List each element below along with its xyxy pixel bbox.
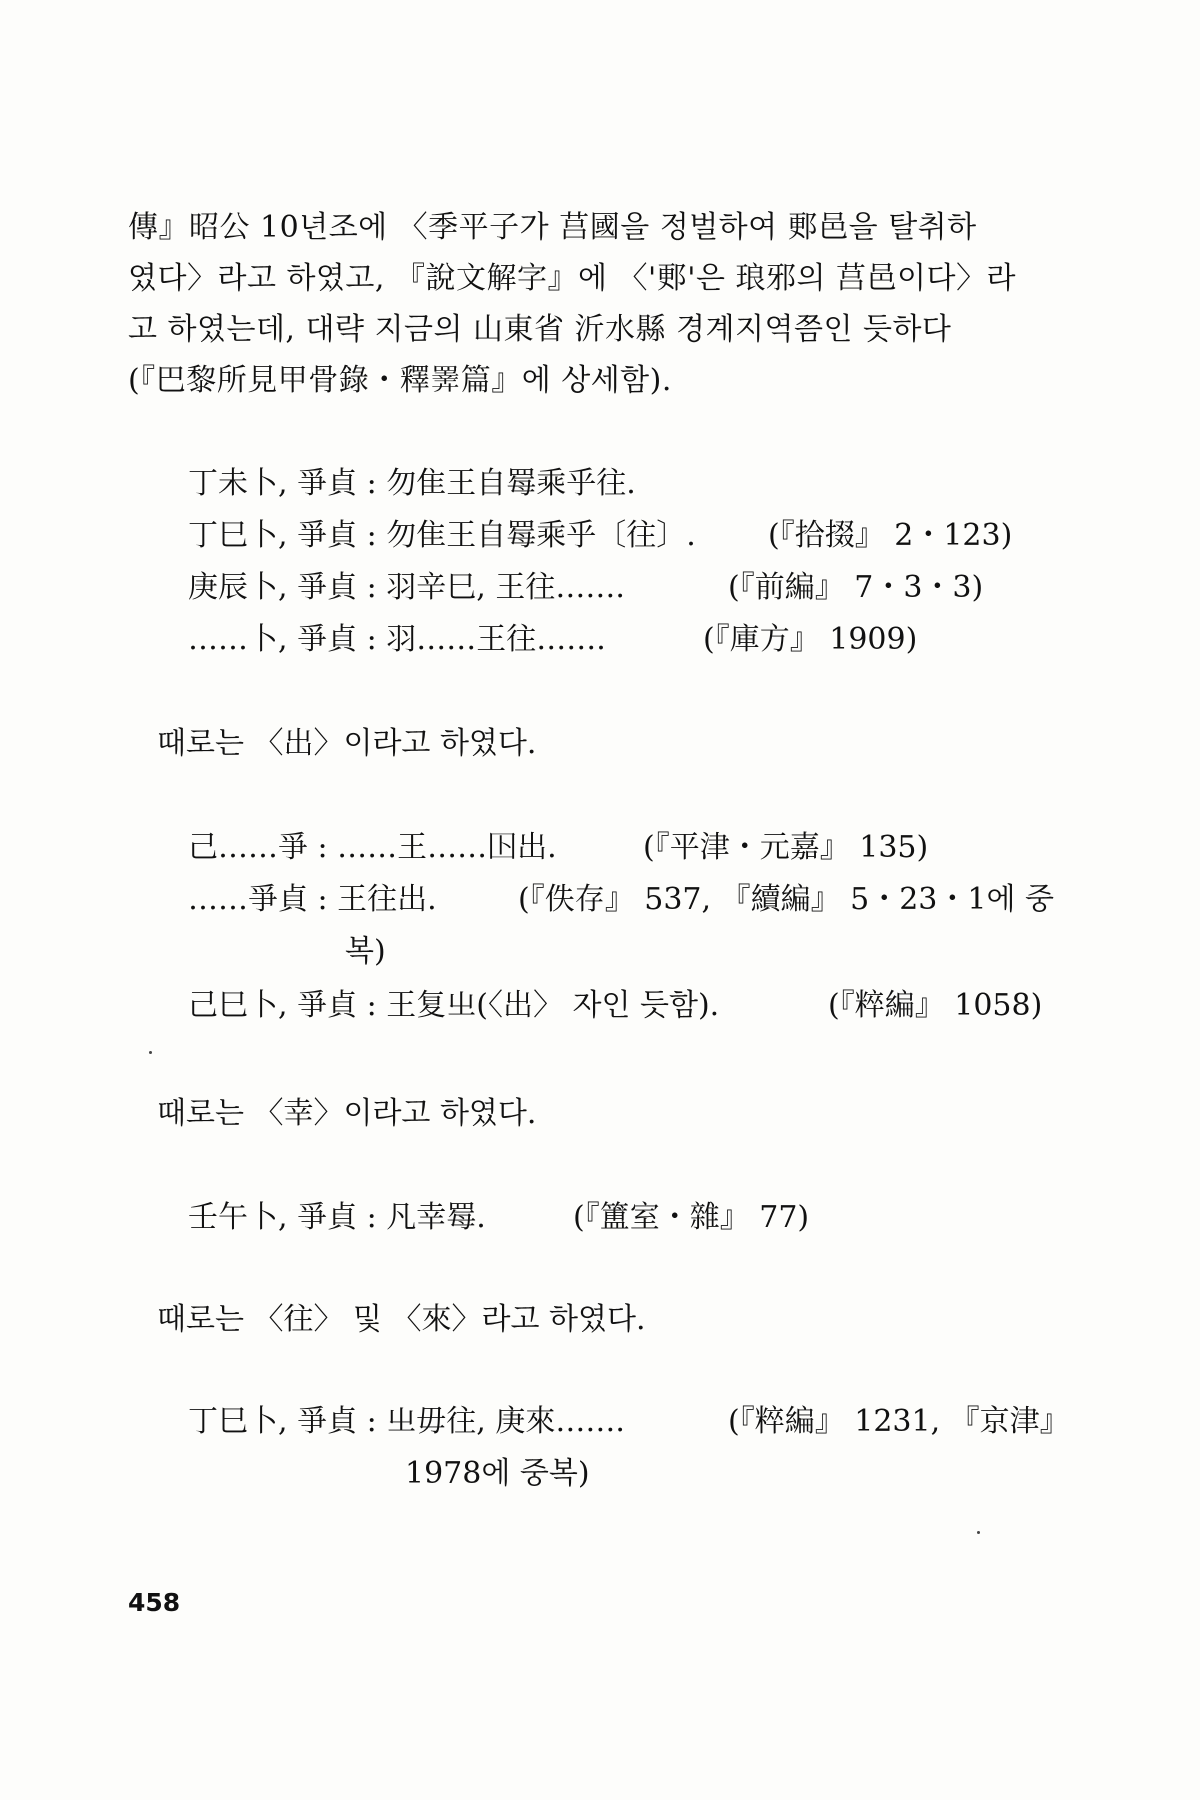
inscription-line (188, 1396, 1070, 1440)
note-line: 때로는 〈幸〉이라고 하였다. (157, 1096, 537, 1131)
inscription-line (188, 614, 918, 658)
print-speck (149, 1051, 152, 1054)
inscription-line (188, 980, 1043, 1024)
citation: (『佚存』 537, 『續編』 5・23・1에 중 (518, 882, 1054, 917)
inscription-line (188, 562, 984, 606)
citation: (『平津・元嘉』 135) (643, 830, 929, 865)
citation: (『前編』 7・3・3) (728, 570, 984, 605)
inscription-text: ……卜, 爭貞 : 羽……王往……. (188, 622, 606, 657)
inscription-line (188, 510, 1013, 554)
inscription-text: 庚辰卜, 爭貞 : 羽辛巳, 王往……. (188, 570, 625, 605)
note-line: 때로는 〈往〉 및 〈來〉라고 하였다. (157, 1302, 646, 1337)
intro-paragraph (128, 202, 1048, 406)
citation: (『粹編』 1231, 『京津』 (728, 1404, 1070, 1439)
inscription-text: 己……爭 : ……王……𡆥出. (188, 830, 557, 865)
inscription-line (188, 1192, 810, 1236)
citation: (『粹編』 1058) (828, 988, 1043, 1023)
citation: (『拾掇』 2・123) (768, 518, 1013, 553)
citation: (『簠室・雜』 77) (573, 1200, 810, 1235)
intro-line: 고 하였는데, 대략 지금의 山東省 沂水縣 경계지역쯤인 듯하다 (128, 312, 952, 347)
citation-continuation: 복) (345, 934, 386, 969)
inscription-text: 丁巳卜, 爭貞 : 㞢毋往, 庚來……. (188, 1404, 625, 1439)
intro-line: 傳』昭公 10년조에 〈季平子가 莒國을 정벌하여 郠邑을 탈취하 (128, 210, 977, 245)
intro-line: 였다〉라고 하였고, 『說文解字』에 〈'郠'은 琅邪의 莒邑이다〉라 (128, 261, 1016, 296)
inscription-text: 丁巳卜, 爭貞 : 勿隹王自䍙乘乎〔往〕. (188, 518, 696, 553)
print-speck (977, 1531, 980, 1534)
inscription-text: 己巳卜, 爭貞 : 王复㞢(〈出〉 자인 듯함). (188, 988, 720, 1023)
inscription-line (188, 874, 1054, 918)
page-number: 458 (128, 1588, 181, 1617)
citation: (『庫方』 1909) (703, 622, 918, 657)
inscription-line (188, 822, 929, 866)
intro-line: (『巴黎所見甲骨錄・釋𢍰篇』에 상세함). (128, 363, 672, 398)
inscription-line (188, 458, 636, 502)
inscription-text: 丁未卜, 爭貞 : 勿隹王自䍙乘乎往. (188, 466, 636, 501)
inscription-text: ……爭貞 : 王往出. (188, 882, 437, 917)
citation-continuation: 1978에 중복) (405, 1456, 590, 1491)
note-line: 때로는 〈出〉이라고 하였다. (157, 726, 537, 761)
inscription-text: 壬午卜, 爭貞 : 凡幸䍙. (188, 1200, 486, 1235)
